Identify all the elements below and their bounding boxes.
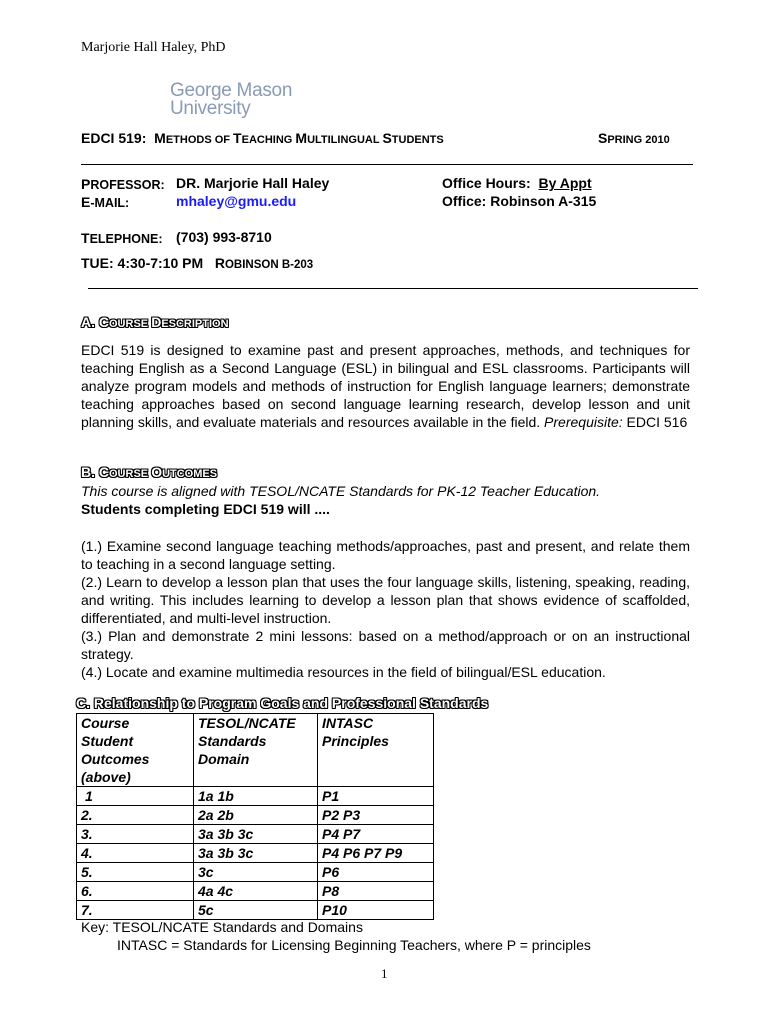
table-key [81,918,591,954]
title-part: T [233,130,242,146]
heading-part: D [151,314,162,330]
table-cell: P6 [318,863,434,882]
table-cell: 2. [77,806,194,825]
standards-table [76,713,434,920]
title-part: EACHING [241,134,296,146]
term-part: PRING 2010 [607,134,670,146]
title-part: M [295,130,308,146]
schedule-room: R [214,255,225,271]
telephone-label [81,230,163,246]
header-line: Standards [198,733,267,749]
header-line: Student [81,733,134,749]
heading-part: O [151,464,163,480]
table-cell: P8 [318,882,434,901]
heading-part: UTCOMES [162,468,218,480]
heading-part: B. C [81,464,109,480]
value-part: R. Marjorie Hall Haley [186,175,330,191]
outcomes-lead: Students completing EDCI 519 will .... [81,501,330,517]
table-cell: 4. [77,844,194,863]
heading-part: ESCRIPTION [161,318,229,330]
table-cell: 1a 1b [194,787,318,806]
professor-label [81,176,165,192]
table-cell: 3. [77,825,194,844]
header-line: (above) [81,769,131,785]
header-author: Marjorie Hall Haley, PhD [81,40,226,55]
telephone-value: (703) 993-8710 [176,229,272,245]
page-number: 1 [381,966,388,981]
term-part: S [598,130,608,146]
table-cell: P2 P3 [318,806,434,825]
table-cell: P1 [318,787,434,806]
header-line: Outcomes [81,751,150,767]
prerequisite-value: EDCI 516 [626,414,688,430]
header-line: INTASC [322,715,374,731]
title-part: ULTILINGUAL [307,134,383,146]
divider [88,288,698,289]
prerequisite-label: Prerequisite: [544,414,623,430]
logo-line-2: University [170,98,251,119]
course-code: EDCI 519: [81,130,147,146]
label-part: E [81,194,91,210]
table-cell: 3a 3b 3c [194,844,318,863]
label-part: T [81,230,90,246]
outcome-item: (2.) Learn to develop a lesson plan that uses the four language skills, listening, speaking, reading, and writing. This includes learning to develop a lesson plan that shows evidence of scaffolded, differentiated, and multi-level instruction. [81,574,690,626]
title-part: M [154,130,166,146]
heading-part: A. C [81,314,109,330]
schedule [81,255,313,271]
table-cell: 5. [77,863,194,882]
outcomes-list [81,537,690,681]
label-part: P [81,176,91,192]
office-location: Office: Robinson A-315 [442,193,597,209]
description-text: EDCI 519 is designed to examine past and present approaches, methods, and techniques for teaching English as a Second Language (ESL) in bilingual and ESL classrooms. Participants will analyze program models and methods of instruction for English language learners; demonstrate teaching approaches based on second language learning research, develop lesson and unit planning skills, and evaluate materials and resources available in the field. [81,342,690,430]
heading-part: OURSE [109,468,152,480]
table-row [77,825,434,844]
label-part: ELEPHONE: [89,232,163,246]
title-part: TUDENTS [391,134,444,146]
course-term [598,130,670,146]
table-cell: 5c [194,901,318,920]
table-cell: 3c [194,863,318,882]
table-header-row [77,714,434,787]
header-line: Principles [322,733,389,749]
outcome-item: (4.) Locate and examine multimedia resources in the field of bilingual/ESL education. [81,664,606,680]
schedule-room: OBINSON B-203 [224,259,314,271]
table-row [77,882,434,901]
table-row [77,901,434,920]
value-part: D [176,175,187,191]
table-header-cell [77,714,194,787]
outcome-item: (1.) Examine second language teaching methods/approaches, past and present, and relate them to teaching in a second language setting. [81,538,690,572]
header-line: Course [81,715,130,731]
outcome-item: (3.) Plan and demonstrate 2 mini lessons: based on a method/approach or on an instructional strategy. [81,628,690,662]
header-line: TESOL/NCATE [198,715,296,731]
schedule-time: TUE: 4:30-7:10 PM [81,255,204,271]
email-label [81,194,129,210]
table-cell: 7. [77,901,194,920]
office-hours-value: By Appt [538,175,592,191]
header-line: Domain [198,751,250,767]
heading-part: OURSE [109,318,152,330]
table-cell: P4 P7 [318,825,434,844]
professor-name [176,175,329,191]
table-cell: 6. [77,882,194,901]
table-cell: 1 [77,787,194,806]
key-line: INTASC = Standards for Licensing Beginning Teachers, where P = principles [117,937,591,953]
course-title [81,130,444,146]
table-row [77,863,434,882]
office-hours-label: Office Hours: [442,175,531,191]
table-cell: 4a 4c [194,882,318,901]
table-header-cell [194,714,318,787]
label-part: -MAIL: [90,196,130,210]
table-cell: P4 P6 P7 P9 [318,844,434,863]
standards-alignment: This course is aligned with TESOL/NCATE Standards for PK-12 Teacher Education. [81,483,601,499]
section-a-heading [81,314,229,330]
table-row [77,806,434,825]
table-cell: 3a 3b 3c [194,825,318,844]
table-cell: P10 [318,901,434,920]
section-b-heading [81,464,217,480]
table-cell: 2a 2b [194,806,318,825]
university-logo [170,82,292,118]
label-part: ROFESSOR: [90,178,165,192]
office-hours [442,175,592,191]
divider [81,164,693,165]
table-header-cell [318,714,434,787]
title-part: S [382,130,392,146]
table-row [77,787,434,806]
table-row [77,844,434,863]
title-part: ETHODS OF [165,134,234,146]
key-line: Key: TESOL/NCATE Standards and Domains [81,919,363,935]
email-link[interactable]: mhaley@gmu.edu [176,193,297,209]
logo-line-1: George Mason [170,80,293,101]
section-c-heading: C. Relationship to Program Goals and Professional Standards [76,695,489,711]
course-description [81,341,690,431]
